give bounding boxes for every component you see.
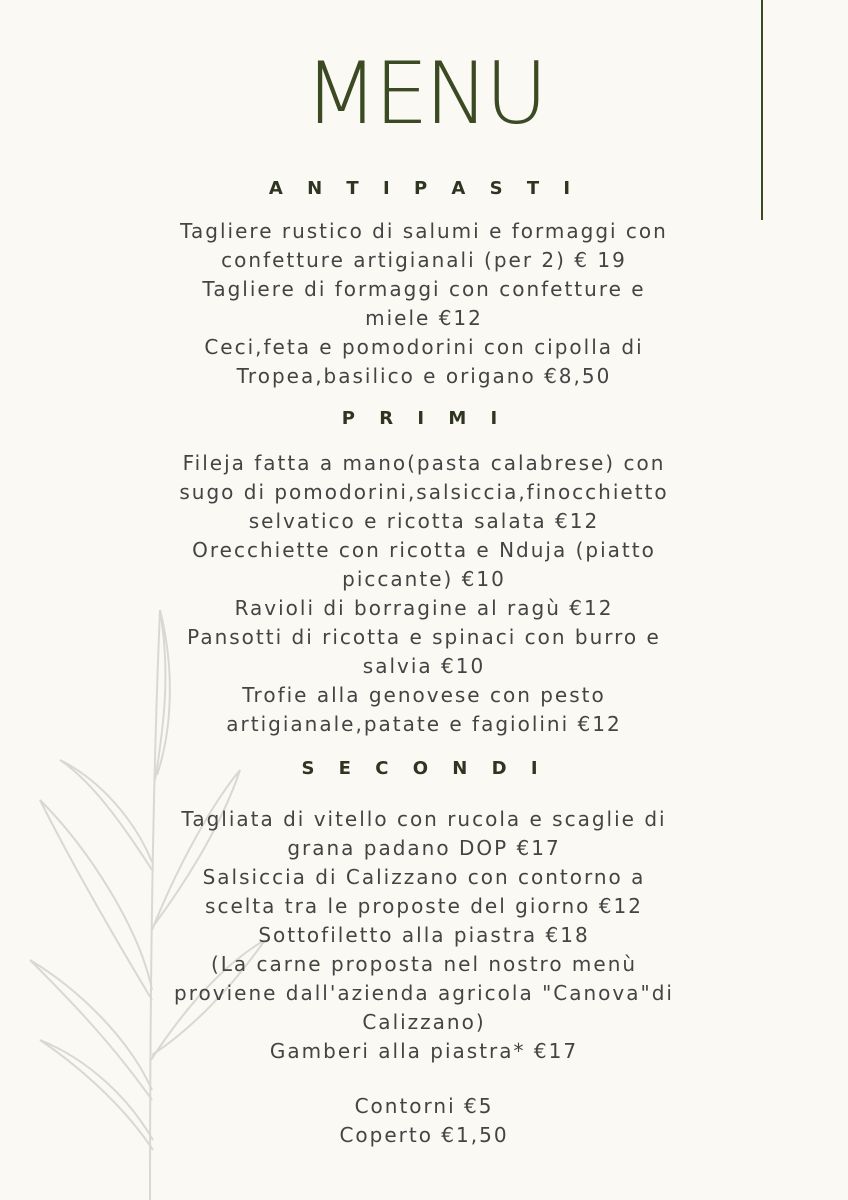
menu-item: Sottofiletto alla piastra €18 <box>258 923 590 947</box>
section-primi <box>0 408 848 739</box>
extra-contorni: Contorni €5 <box>354 1094 494 1118</box>
extra-coperto: Coperto €1,50 <box>339 1123 509 1147</box>
menu-item: Trofie alla genovese con pesto artigianale,patate e fagiolini €12 <box>226 683 622 736</box>
menu-item: Salsiccia di Calizzano con contorno a scelta tra le proposte del giorno €12 <box>202 865 646 918</box>
section-secondi <box>0 758 848 1066</box>
menu-item: Tagliere di formaggi con confetture e miele €12 <box>202 277 646 330</box>
menu-item: Tagliere rustico di salumi e formaggi con confetture artigianali (per 2) € 19 <box>180 219 668 272</box>
menu-item: Ravioli di borragine al ragù €12 <box>234 596 614 620</box>
menu-item: (La carne proposta nel nostro menù proviene dall'azienda agricola "Canova"di Calizzano) <box>174 952 674 1034</box>
menu-item: Fileja fatta a mano(pasta calabrese) con sugo di pomodorini,salsiccia,finocchietto selvatico e ricotta salata €12 <box>179 451 669 533</box>
section-antipasti <box>0 178 848 391</box>
section-heading-primi: P R I M I <box>341 408 507 429</box>
menu-item: Pansotti di ricotta e spinaci con burro e salvia €10 <box>187 625 661 678</box>
section-heading-secondi: S E C O N D I <box>301 758 547 779</box>
menu-item: Tagliata di vitello con rucola e scaglie di grana padano DOP €17 <box>181 807 667 860</box>
extras <box>0 1092 848 1150</box>
menu-title: MENU <box>304 44 544 144</box>
menu-item: Orecchiette con ricotta e Nduja (piatto piccante) €10 <box>192 538 656 591</box>
menu-item: Ceci,feta e pomodorini con cipolla di Tropea,basilico e origano €8,50 <box>204 335 644 388</box>
section-heading-antipasti: A N T I P A S T I <box>268 178 580 199</box>
menu-item: Gamberi alla piastra* €17 <box>269 1039 579 1063</box>
